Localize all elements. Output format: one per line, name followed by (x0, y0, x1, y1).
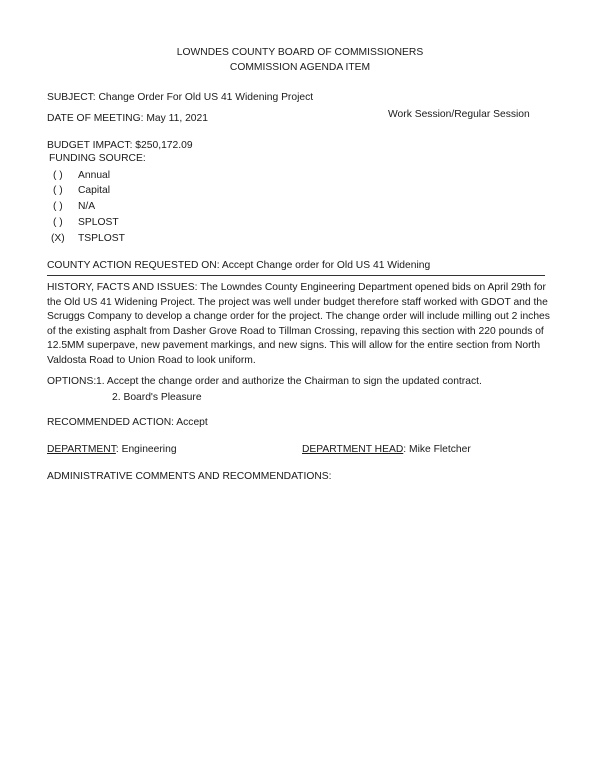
options-label: OPTIONS: (47, 376, 97, 387)
option-item: 2. Board's Pleasure (112, 392, 202, 403)
funding-option-mark: ( ) (53, 170, 63, 181)
board-title: LOWNDES COUNTY BOARD OF COMMISSIONERS (176, 47, 424, 58)
session-type: Work Session/Regular Session (388, 109, 530, 120)
funding-option-label: N/A (78, 201, 96, 212)
department-head (302, 444, 471, 455)
funding-option-label: Capital (78, 185, 111, 196)
history-facts-issues: HISTORY, FACTS AND ISSUES: The Lowndes County Engineering Department opened bids on April 29th for the Old US 41 Widening Project. The project was well under budget therefore staff worked with GDOT and the Scruggs Company to develop a change order for the project. The change order will include milling out 2 inches of the existing asphalt from Dasher Grove Road to Tillman Crossing, repaving this section with 220 pounds of 12.5MM superpave, new pavement markings, and new signs. This will allow for the entire section from North Valdosta Road to Union Road to look uniform. (47, 282, 550, 366)
funding-option-mark: (X) (51, 233, 65, 244)
divider (47, 275, 545, 276)
funding-option-mark: ( ) (53, 217, 63, 228)
funding-option-label: SPLOST (78, 217, 119, 228)
subject: SUBJECT: Change Order For Old US 41 Widening Project (47, 92, 314, 103)
budget-impact: BUDGET IMPACT: $250,172.09 (47, 140, 193, 151)
date-of-meeting: DATE OF MEETING: May 11, 2021 (47, 113, 208, 124)
department-head-value: : Mike Fletcher (403, 444, 471, 455)
department-head-label: DEPARTMENT HEAD (302, 444, 404, 455)
option-item: 1. Accept the change order and authorize the Chairman to sign the updated contract. (96, 376, 482, 387)
department-value: : Engineering (115, 444, 177, 455)
funding-source-label: FUNDING SOURCE: (49, 153, 146, 164)
funding-option-label: TSPLOST (78, 233, 125, 244)
administrative-comments: ADMINISTRATIVE COMMENTS AND RECOMMENDATIONS: (47, 471, 332, 482)
funding-option-mark: ( ) (53, 201, 63, 212)
department (47, 444, 177, 455)
department-label: DEPARTMENT (47, 444, 116, 455)
agenda-item-title: COMMISSION AGENDA ITEM (229, 62, 371, 73)
county-action-requested: COUNTY ACTION REQUESTED ON: Accept Change order for Old US 41 Widening (47, 260, 431, 271)
recommended-action: RECOMMENDED ACTION: Accept (47, 417, 208, 428)
funding-option-mark: ( ) (53, 185, 63, 196)
funding-option-label: Annual (78, 170, 111, 181)
